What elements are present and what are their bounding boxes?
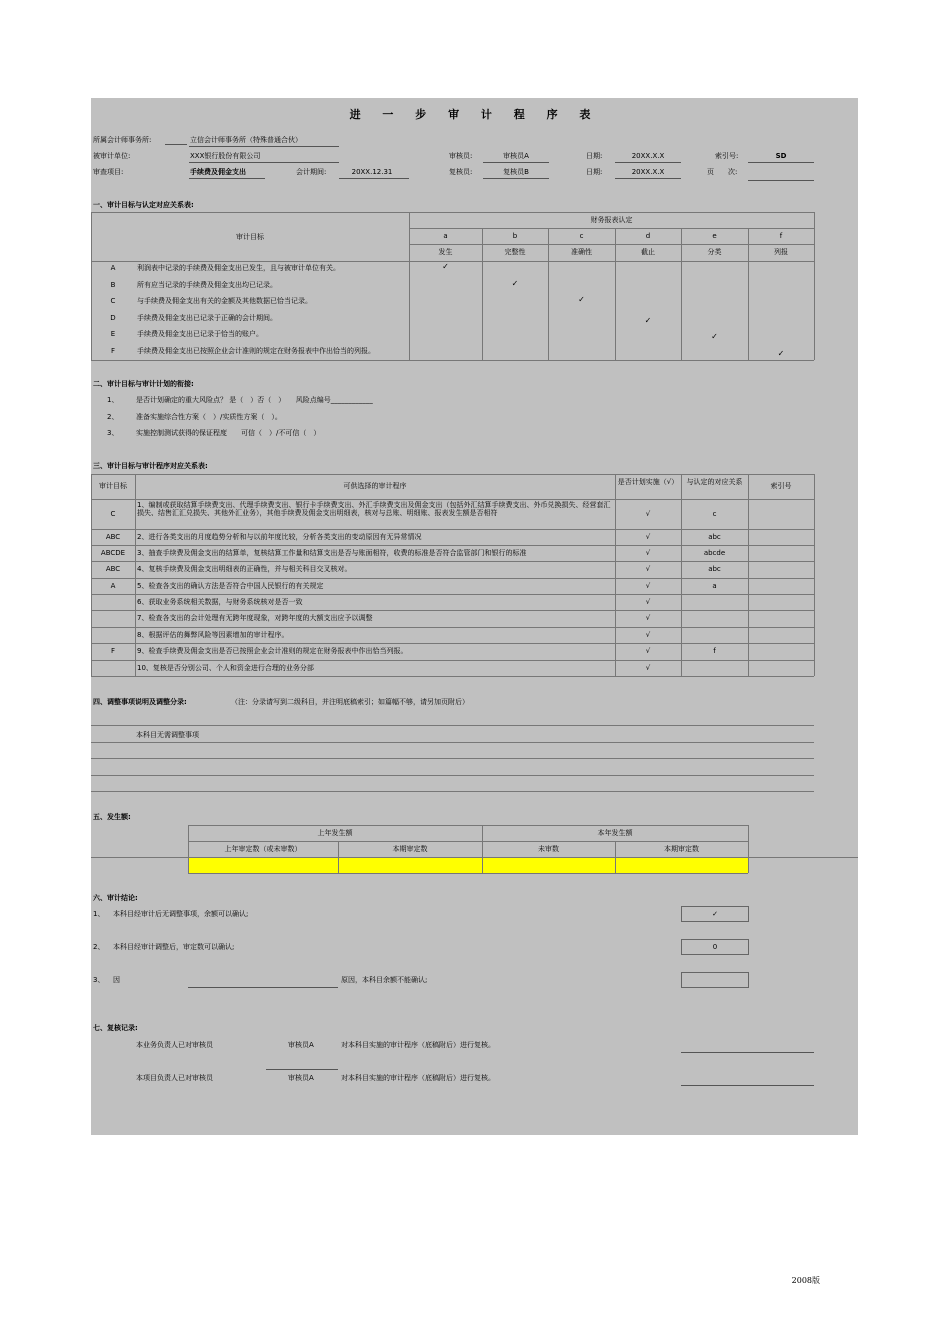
row-objective: F [110,647,116,655]
grid-line [91,610,814,611]
col-obj: 审计目标 [99,482,127,490]
date-label: 日期: [586,152,603,160]
objective-text: 手续费及佣金支出已记录于正确的会计期间。 [137,313,277,322]
group-prev: 上年发生额 [317,829,353,837]
signature-line[interactable] [681,1052,814,1053]
objective-text: 手续费及佣金支出已记录于恰当的账户。 [137,330,263,338]
objective-id: A [110,264,116,272]
col-proc: 可供选择的审计程序 [343,482,407,490]
rechecker-label: 复核员: [449,168,473,176]
index-label: 索引号: [715,152,739,160]
item-value: 手续费及佣金支出 [190,168,246,176]
rule-line [91,725,814,726]
underline [339,178,409,179]
grid-line [91,474,92,676]
underline [748,162,814,163]
section3-title: 三、审计目标与审计程序对应关系表: [93,462,208,470]
underline [165,144,187,145]
procedure-text: 4、复核手续费及佣金支出明细表的正确性，并与相关科目交叉核对。 [137,565,352,573]
col-assert: 与认定的对应关系 [686,478,743,486]
underline [189,146,339,147]
plan-item-text: 准备实施综合性方案（ ）/实质性方案（ ）。 [136,413,282,421]
page-title: 进 一 步 审 计 程 序 表 [349,108,600,121]
objective-text: 与手续费及佣金支出有关的金额及其他数据已恰当记录。 [137,297,312,305]
index-value: SD [775,152,787,160]
grid-line [748,825,749,873]
underline [615,162,681,163]
objective-id: D [110,313,116,322]
procedure-text: 5、检查各支出的确认方法是否符合中国人民银行的有关规定 [137,581,324,590]
procedure-text: 3、抽查手续费及佣金支出的结算单，复核结算工作量和结算支出是否与账面相符，收费的标准是否符合监管部门和银行的标准 [137,548,527,557]
reviewer-value: 审核员A [503,152,529,160]
plan-item-text: 是否计划确定的重大风险点？ 是（ ）否（ ） 风险点编号____________ [136,396,373,404]
check-mark-icon: ✓ [578,295,585,304]
grid-line [91,578,814,579]
plan-item-num: 3、 [107,429,119,437]
underline [615,178,681,179]
row-objective: C [110,509,116,518]
conclusion-box[interactable] [681,972,749,988]
auditee-value: XXX银行股份有限公司 [190,152,261,160]
period-value: 20XX.12.31 [351,168,393,176]
date2-value: 20XX.X.X [631,168,665,176]
page-label: 页 次: [707,168,738,176]
procedure-text: 9、检查手续费及佣金支出是否已按照企业会计准则的规定在财务报表中作出恰当列报。 [137,647,408,655]
grid-line [91,545,814,546]
row-objective: A [110,581,116,590]
assertion-name: 列报 [774,248,788,256]
assertion-map: abcde [703,548,726,557]
planned-check[interactable]: √ [645,565,651,573]
review-text-b: 审核员A [288,1074,314,1082]
assertion-letter: d [645,232,651,240]
section5-title: 五、发生额: [93,813,131,821]
auditee-label: 被审计单位: [93,152,131,160]
objective-text: 手续费及佣金支出已按照企业会计准则的规定在财务报表中作出恰当的列报。 [137,346,375,355]
grid-line [91,360,814,361]
col-ref: 索引号 [770,482,792,490]
adjust-line: 本科目无需调整事项 [136,731,199,739]
procedure-text: 1、编制或获取结算手续费支出、代理手续费支出、银行卡手续费支出、外汇手续费支出及佣金支出（包括外汇结算手续费支出、外币兑换损失、经营套汇损失、结售汇汇兑损失、其他外汇业务），其他手续费及佣金支出明细表，核对与总账、明细账、报表发生额是否相符 [137,501,611,517]
date-value: 20XX.X.X [631,152,665,160]
objective-text: 利润表中记录的手续费及佣金支出已发生，且与被审计单位有关。 [137,264,340,272]
planned-check[interactable]: √ [645,614,651,622]
amount-row[interactable] [188,858,748,873]
objective-id: E [110,330,116,338]
assertion-map: f [713,647,716,655]
planned-check[interactable]: √ [645,509,651,518]
check-mark-icon: ✓ [442,262,449,271]
reason-field[interactable] [188,987,338,988]
assertion-map: abc [708,565,721,573]
section1-title: 一、审计目标与认定对应关系表: [93,201,194,209]
signature-line[interactable] [266,1069,338,1070]
grid-line [814,212,815,360]
col-objective: 审计目标 [236,233,264,241]
conclusion-num: 1、 [93,910,105,918]
rule-line [91,742,814,743]
planned-check[interactable]: √ [645,548,651,557]
review-text-a: 本业务负责人已对审核员 [136,1041,213,1049]
grid-line [91,627,814,628]
grid-line [188,825,748,826]
procedure-text: 6、获取业务系统相关数据，与财务系统核对是否一致 [137,597,303,606]
section6-title: 六、审计结论: [93,894,138,902]
conclusion-num: 3、 [93,976,105,984]
procedure-text: 7、检查各支出的会计处理有无跨年度现象，对跨年度的大额支出应予以调整 [137,614,373,622]
planned-check[interactable]: √ [645,647,651,655]
procedure-text: 8、根据评估的舞弊风险等因素增加的审计程序。 [137,630,289,639]
grid-line [409,228,814,229]
underline [189,178,265,179]
grid-line [91,660,814,661]
underline [189,162,339,163]
assertion-letter: a [443,232,448,240]
review-text-b: 审核员A [288,1041,314,1049]
section7-title: 七、复核记录: [93,1024,138,1032]
rechecker-value: 复核员B [503,168,529,176]
assertion-name: 发生 [438,248,453,256]
firm-value: 立信会计师事务所（特殊普通合伙） [190,136,302,144]
conclusion-text2: 原因，本科目余额不能确认; [341,976,428,984]
assertion-letter: b [512,232,518,240]
assertion-letter: f [779,232,783,240]
section4-note: （注：分录请写到二级科目，并注明底稿索引；如篇幅不够，请另加页附后） [231,698,469,706]
grid-line [681,474,682,676]
period-label: 会计期间: [296,168,327,176]
col-audited: 本期审定数 [664,845,699,853]
conclusion-text: 本科目经审计后无调整事项，余额可以确认; [113,910,249,918]
rule-line [91,758,814,759]
date2-label: 日期: [586,168,603,176]
planned-check[interactable]: √ [645,663,651,672]
section4-title: 四、调整事项说明及调整分录: [93,698,187,706]
check-mark-icon: ✓ [644,315,652,325]
grid-line [814,474,815,676]
grid-line [91,212,814,213]
conclusion-box[interactable]: 0 [681,939,749,955]
check-mark-icon: ✓ [511,278,519,288]
conclusion-text: 本科目经审计调整后，审定数可以确认; [113,943,235,951]
assertion-name: 分类 [707,248,722,256]
signature-line[interactable] [681,1085,814,1086]
assertion-name: 准确性 [571,248,592,256]
rule-line [91,775,814,776]
group-curr: 本年发生额 [597,829,633,837]
conclusion-text: 因 [113,976,120,984]
objective-id: F [110,346,116,355]
assertion-map: a [712,581,717,590]
plan-item-num: 2、 [107,413,119,421]
assertion-map: c [712,509,717,518]
assertion-name: 完整性 [504,248,526,256]
plan-item-text: 实施控制测试获得的保证程度 可信（ ）/不可信（ ） [136,429,321,437]
conclusion-num: 2、 [93,943,105,951]
grid-line [91,474,814,475]
grid-line [135,474,136,676]
col-prev-audited: 上年审定数（或未审数） [224,845,302,853]
item-label: 审查项目: [93,168,124,176]
section2-title: 二、审计目标与审计计划的衔接: [93,380,194,388]
conclusion-box[interactable]: ✓ [681,906,749,922]
grid-line [91,643,814,644]
planned-check[interactable]: √ [645,597,651,606]
review-text-a: 本项目负责人已对审核员 [136,1074,213,1082]
plan-item-num: 1、 [107,396,119,404]
grid-line [91,676,814,677]
underline [483,178,549,179]
objective-id: B [110,280,116,289]
version-label: 2008版 [791,1276,820,1285]
col-prev-current: 本期审定数 [392,845,428,853]
assertion-name: 截止 [641,248,655,256]
planned-check[interactable]: √ [645,532,651,541]
underline [483,162,549,163]
planned-check[interactable]: √ [645,630,651,639]
grid-line [91,529,814,530]
grid-line [188,841,748,842]
row-objective: ABCDE [100,548,126,557]
grid-line [91,499,814,500]
assertion-letter: c [579,232,584,240]
firm-label: 所属会计师事务所: [93,136,152,144]
worksheet [91,98,858,1135]
procedure-text: 2、进行各类支出的月度趋势分析和与以前年度比较，分析各类支出的变动原因有无异常情况 [137,532,422,541]
grid-line [91,561,814,562]
grid-line [748,474,749,676]
rule-line [91,791,814,792]
row-objective: ABC [105,565,121,573]
check-mark-icon: ✓ [711,332,718,341]
check-mark-icon: ✓ [777,348,785,358]
col-group: 财务报表认定 [590,216,633,224]
grid-line [188,873,748,874]
col-unaudited: 未审数 [538,845,559,853]
review-text-c: 对本科目实施的审计程序（底稿附后）进行复核。 [341,1074,495,1082]
objective-text: 所有应当记录的手续费及佣金支出均已记录。 [137,280,277,289]
assertion-map: abc [708,532,721,541]
assertion-letter: e [712,232,717,240]
row-objective: ABC [105,532,121,541]
grid-line [91,594,814,595]
review-text-c: 对本科目实施的审计程序（底稿附后）进行复核。 [341,1041,495,1049]
grid-line [615,474,616,676]
reviewer-label: 审核员: [449,152,473,160]
objective-id: C [110,297,116,305]
procedure-text: 10、复核是否分别公司、个人和资金进行合理的业务分部 [137,663,314,672]
underline [748,180,814,181]
planned-check[interactable]: √ [645,581,651,590]
grid-line [409,244,814,245]
col-done: 是否计划实施（√） [617,478,679,486]
